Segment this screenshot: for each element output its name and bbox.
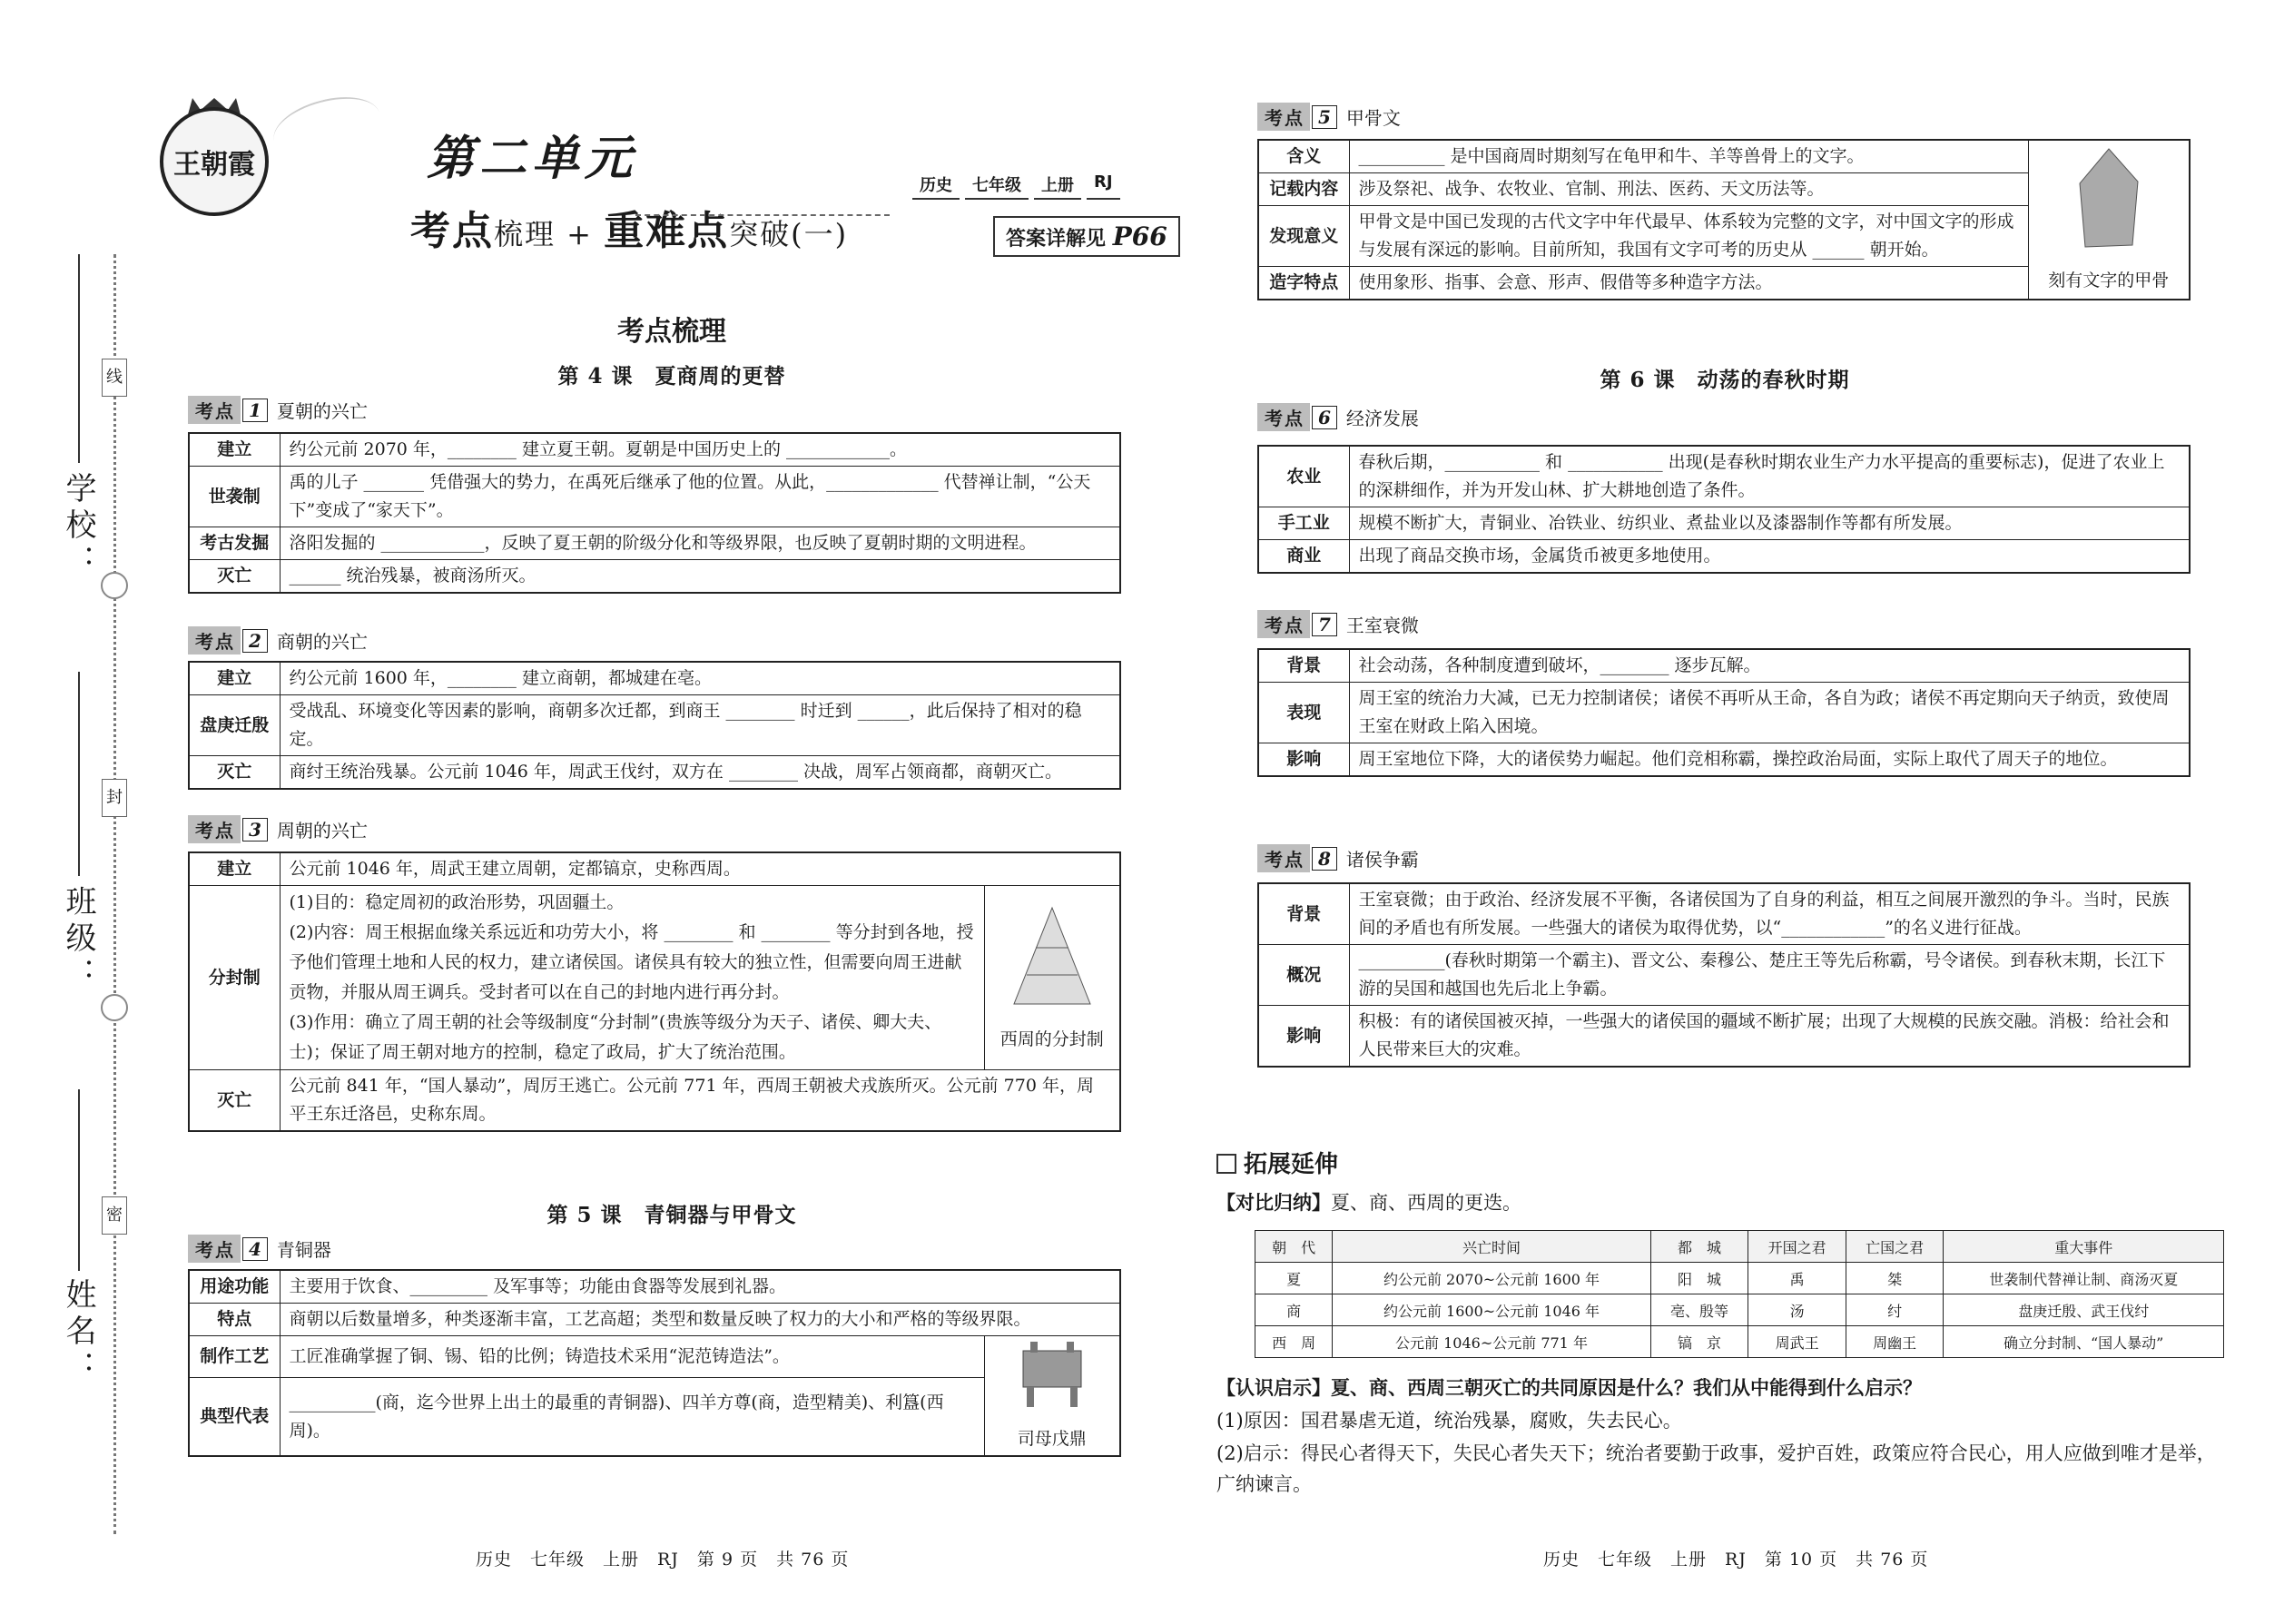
lesson-heading: 第 6 课 动荡的春秋时期 <box>1600 368 1850 392</box>
page-subtitle: 考点梳理 + 重难点突破(一) <box>410 208 849 254</box>
pyramid-icon <box>1009 902 1096 1011</box>
kaodian-5-heading: 考点 5 甲骨文 <box>1257 103 1401 131</box>
decorative-ribbon <box>267 86 386 167</box>
unit-title: 第二单元 <box>427 132 638 186</box>
bronze-cauldron-icon <box>1014 1338 1090 1411</box>
binding-marker: 密 <box>102 1196 127 1235</box>
compare-prompt: 【对比归纳】夏、商、西周的更迭。 <box>1216 1192 1521 1214</box>
kaodian-1-heading: 考点 1 夏朝的兴亡 <box>188 396 368 424</box>
decorative-dashed-rule <box>635 214 890 216</box>
kaodian-7-table: 背景 社会动荡，各种制度遭到破坏，________ 逐步瓦解。 表现 周王室的统治力大减，已无力控制诸侯；诸侯不再听从王命，各自为政；诸侯不再定期向天子纳贡，致使周王室在财政上陷入困境。 影响 周王室地位下降，大的诸侯势力崛起。他们竞相称霸，操控政治局面，实际上取代了周天子的地位。 <box>1257 648 2191 777</box>
table-row: 商 约公元前 1600~公元前 1046 年 亳、殷等 汤 纣 盘庚迁殷、武王伐纣 <box>1255 1294 2224 1326</box>
kaodian-8-heading: 考点 8 诸侯争霸 <box>1257 844 1419 872</box>
name-label: 姓名： <box>60 1278 96 1387</box>
page-footer-right: 历史 七年级 上册 RJ 第 10 页 共 76 页 <box>1543 1550 1929 1570</box>
class-label: 班级： <box>60 885 96 994</box>
table-row: 夏 约公元前 2070~公元前 1600 年 阳 城 禹 桀 世袭制代替禅让制、商汤灭夏 <box>1255 1263 2224 1294</box>
tag-grade: 七年级 <box>965 171 1029 200</box>
insight-answer-1: (1)原因：国君暴虐无道，统治残暴，腐败，失去民心。 <box>1216 1410 1682 1432</box>
binding-marker: 封 <box>102 779 127 817</box>
kaodian-2-heading: 考点 2 商朝的兴亡 <box>188 626 368 655</box>
tag-subject: 历史 <box>912 171 960 200</box>
lesson-heading: 第 5 课 青铜器与甲骨文 <box>546 1203 797 1227</box>
lesson-heading: 第 4 课 夏商周的更替 <box>557 364 786 389</box>
kaodian-8-table: 背景 王室衰微；由于政治、经济发展不平衡，各诸侯国为了自身的利益，相互之间展开激烈的争斗。当时，民族间的矛盾也有所发展。一些强大的诸侯为取得优势，以“____________”的名义进行征战。 概况 __________(春秋时期第一个霸主)、晋文公、秦穆公、楚庄王等先后称霸，号令诸侯。到春秋末期，长江下游的吴国和越国也先后北上争霸。 影响 积极：有的诸侯国被灭掉，一些强大的诸侯国的疆域不断扩展；出现了大规模的民族交融。消极：给社会和人民带来巨大的灾难。 <box>1257 882 2191 1068</box>
kaodian-3-table: 建立 公元前 1046 年，周武王建立周朝，定都镐京，史称西周。 分封制 (1)目的：稳定周初的政治形势，巩固疆土。 (2)内容：周王根据血缘关系远近和功劳大小，将 ________ 和 ________ 等分封到各地，授予他们管理土地和人民的权力，建立诸侯国。诸侯具有较大的独立性，但需要向周王进献贡物，并服从周王调兵。受封者可以在自己的封地内进行再分封。 (3)作用：确立了周王朝的社会等级制度“分封制”(贵族等级分为天子、诸侯、卿大夫、士)；保证了周王朝对地方的控制，稳定了政局，扩大了统治范围。 西周的分封制 灭亡 公元前 841 年，“国人暴动”，周厉王逃亡。公元前 771 年，西周王朝被犬戎族所灭。公元前 770 年，周平王东迁洛邑，史称东周。 <box>188 851 1121 1132</box>
tag-term: 上册 <box>1034 171 1081 200</box>
school-label: 学校： <box>60 472 96 581</box>
page-footer-left: 历史 七年级 上册 RJ 第 9 页 共 76 页 <box>476 1550 850 1570</box>
binding-hole-icon <box>101 994 128 1021</box>
answer-reference: 答案详解见 P66 <box>993 216 1180 257</box>
oracle-bone-illustration: 刻有文字的甲骨 <box>2028 140 2190 300</box>
school-line <box>78 254 80 463</box>
oracle-bone-icon <box>2072 145 2145 252</box>
fengjian-illustration: 西周的分封制 <box>984 886 1120 1070</box>
class-line <box>78 672 80 876</box>
binding-dotted-line <box>113 254 116 1534</box>
kaodian-6-table: 农业 春秋后期，___________ 和 ___________ 出现(是春秋时期农业生产力水平提高的重要标志)，促进了农业上的深耕细作，并为开发山林、扩大耕地创造了条件。 手工业 规模不断扩大，青铜业、冶铁业、纺织业、煮盐业以及漆器制作等都有所发展。 商业 出现了商品交换市场，金属货币被更多地使用。 <box>1257 445 2191 574</box>
kaodian-7-heading: 考点 7 王室衰微 <box>1257 610 1419 638</box>
table-row: 西 周 公元前 1046~公元前 771 年 镐 京 周武王 周幽王 确立分封制、“国人暴动” <box>1255 1326 2224 1358</box>
simuwu-ding-illustration: 司母戊鼎 <box>984 1336 1120 1457</box>
pencil-icon <box>1216 1154 1236 1174</box>
brand-logo: 王朝霞 <box>160 107 269 216</box>
name-line <box>78 1089 80 1271</box>
kaodian-4-table: 用途功能 主要用于饮食、_________ 及军事等；功能由食器等发展到礼器。 特点 商朝以后数量增多，种类逐渐丰富，工艺高超；类型和数量反映了权力的大小和严格的等级界限。 制作工艺 工匠准确掌握了铜、锡、铅的比例；铸造技术采用“泥范铸造法”。 司母戊鼎 典型代表 __________(商，迄今世界上出土的最重的青铜器)、四羊方尊(商，造型精美)、利簋(西周)。 <box>188 1269 1121 1457</box>
kaodian-3-heading: 考点 3 周朝的兴亡 <box>188 815 368 843</box>
binding-marker: 线 <box>102 359 127 397</box>
kaodian-5-table: 含义 __________ 是中国商周时期刻写在龟甲和牛、羊等兽骨上的文字。 刻有文字的甲骨 记载内容 涉及祭祀、战争、农牧业、官制、刑法、医药、天文历法等。 发现意义 甲骨文是中国已发现的古代文字中年代最早、体系较为完整的文字，对中国文字的形成与发展有深远的影响。目前所知，我国有文字可考的历史从 ______ 朝开始。 造字特点 使用象形、指事、会意、形声、假借等多种造字方法。 <box>1257 139 2191 300</box>
kaodian-2-table: 建立 约公元前 1600 年，________ 建立商朝，都城建在亳。 盘庚迁殷 受战乱、环境变化等因素的影响，商朝多次迁都，到商王 ________ 时迁到 ______，此后保持了相对的稳定。 灭亡 商纣王统治残暴。公元前 1046 年，周武王伐纣，双方在 ________ 决战，周军占领商都，商朝灭亡。 <box>188 661 1121 790</box>
binding-hole-icon <box>101 572 128 599</box>
dynasty-compare-table: 朝 代 兴亡时间 都 城 开国之君 亡国之君 重大事件 夏 约公元前 2070~公元前 1600 年 阳 城 禹 桀 世袭制代替禅让制、商汤灭夏 商 约公元前 1600~公元前 1046 年 亳、殷等 汤 纣 盘庚迁殷、武王伐纣 西 周 公元前 1046~公元前 771 年 镐 京 周武王 周幽王 确立分封制、“国人暴动” <box>1255 1230 2224 1358</box>
kaodian-6-heading: 考点 6 经济发展 <box>1257 403 1419 431</box>
section-title: 考点梳理 <box>617 316 726 348</box>
insight-answer-2: (2)启示：得民心者得天下，失民心者失天下；统治者要勤于政事，爱护百姓，政策应符合民心，用人应做到唯才是举，广纳谏言。 <box>1216 1442 2216 1495</box>
course-tags <box>912 171 1120 200</box>
extension-heading: 拓展延伸 <box>1216 1146 1338 1179</box>
kaodian-4-heading: 考点 4 青铜器 <box>188 1235 331 1263</box>
kaodian-1-table: 建立 约公元前 2070 年，________ 建立夏王朝。夏朝是中国历史上的 ____________。 世袭制 禹的儿子 _______ 凭借强大的势力，在禹死后继承了他的位置。从此，_____________ 代替禅让制，“公天下”变成了“家天下”。 考古发掘 洛阳发掘的 ____________，反映了夏王朝的阶级分化和等级界限，也反映了夏朝时期的文明进程。 灭亡 ______ 统治残暴，被商汤所灭。 <box>188 432 1121 594</box>
insight-question: 【认识启示】夏、商、西周三朝灭亡的共同原因是什么？我们从中能得到什么启示？ <box>1216 1377 1922 1399</box>
tag-edition: RJ <box>1087 171 1120 200</box>
